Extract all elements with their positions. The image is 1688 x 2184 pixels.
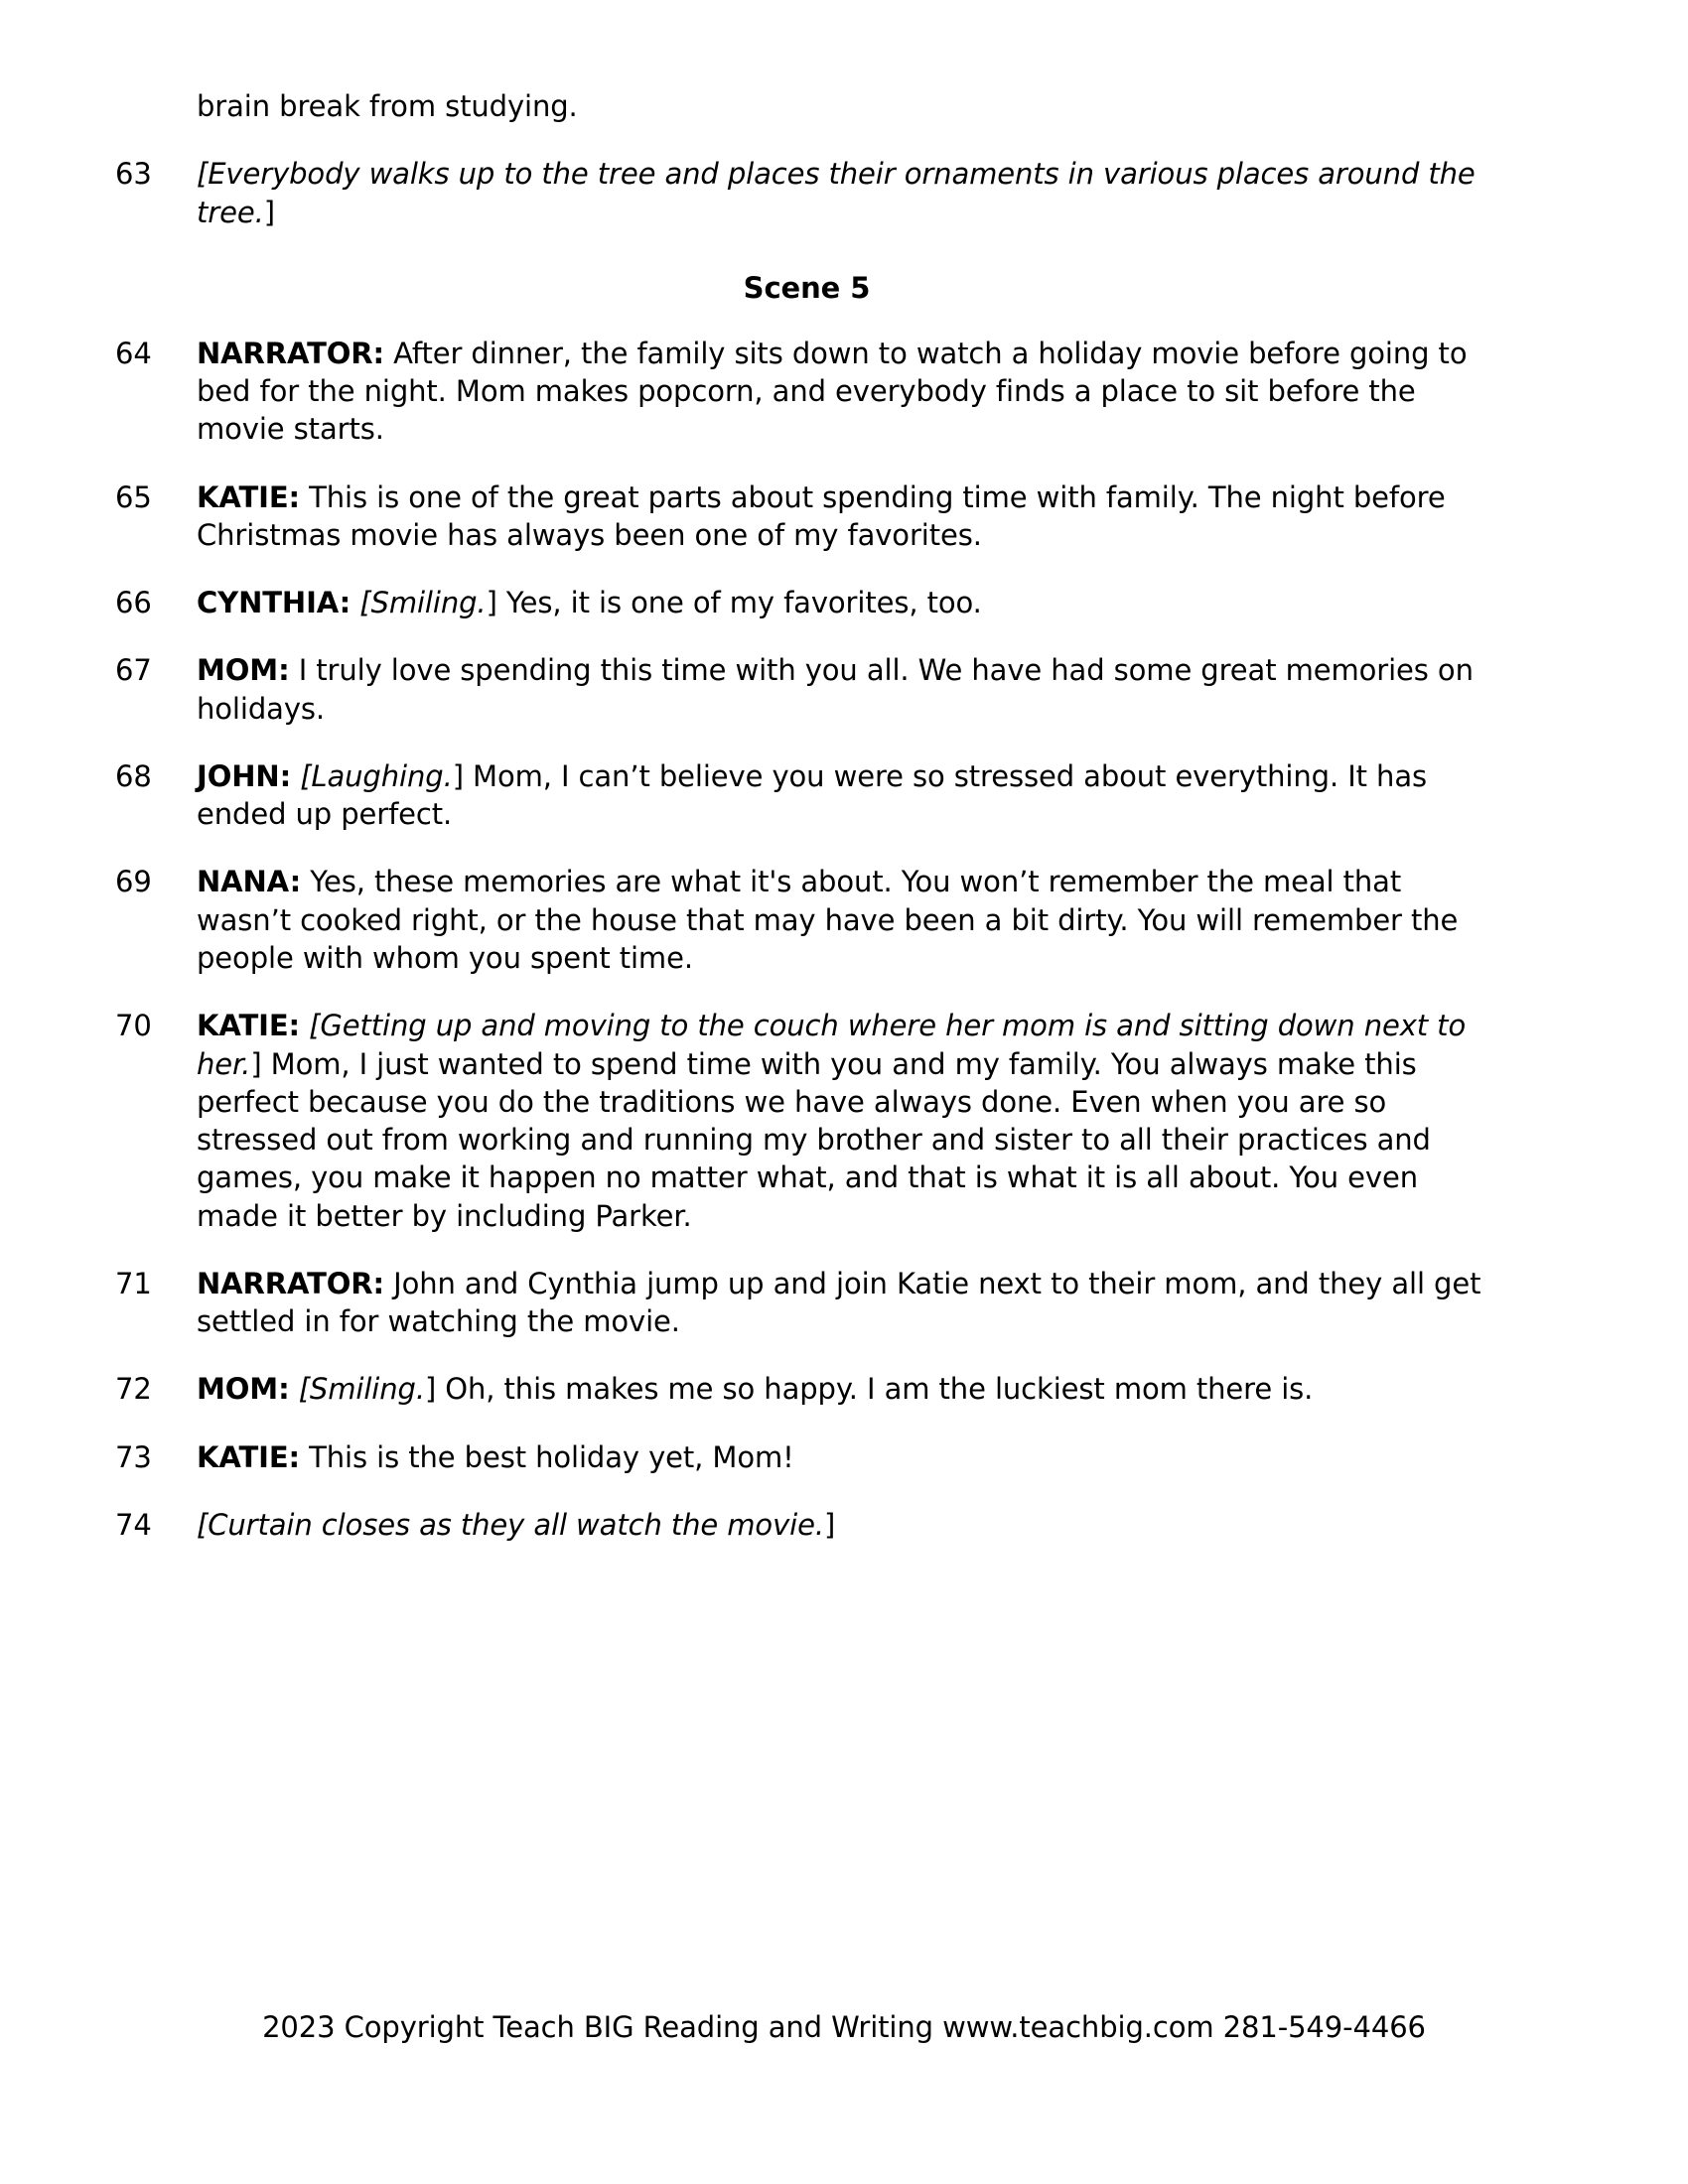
line-content [197,1007,1504,1235]
stage-direction: [Getting up and moving to the couch where her mom is and sitting down next to her. [197,1009,1467,1081]
script-line [109,584,1504,621]
dialogue-text: After dinner, the family sits down to watch a holiday movie before going to bed for the night. Mom makes popcorn, and everybody finds a place to sit before the movie starts. [197,336,1468,447]
line-content [197,863,1504,977]
dialogue-text: Oh, this makes me so happy. I am the luckiest mom there is. [436,1372,1314,1407]
line-number: 65 [115,479,152,514]
script-body [109,87,1504,1544]
scene-heading: Scene 5 [743,270,871,305]
script-line [109,1265,1504,1341]
line-number: 63 [115,157,152,192]
script-line [109,1370,1504,1408]
line-number: 74 [115,1507,152,1542]
dialogue-text: Mom, I just wanted to spend time with you and my family. You always make this perfect because you do the traditions we have always done. Even when you are so stressed out from working and running my brother and sister to all their practices and games, you make it happen no matter what, and that is what it is all about. You even made it better by including Parker. [197,1046,1431,1233]
script-line [109,155,1504,231]
line-content [197,1265,1504,1341]
line-content [197,584,1504,621]
stage-bracket-close: ] [486,586,497,620]
speaker-name: KATIE: [197,1439,301,1474]
dialogue-text: This is one of the great parts about spending time with family. The night before Christmas movie has always been one of my favorites. [197,479,1446,552]
line-content [197,757,1504,834]
stage-bracket-close: ] [452,758,464,793]
speaker-name: CYNTHIA: [197,586,352,620]
speaker-name: NARRATOR: [197,336,385,370]
line-number: 71 [115,1266,152,1300]
line-content [197,1506,1504,1544]
stage-bracket-close: ] [823,1507,836,1542]
line-content [197,155,1504,231]
line-number: 68 [115,758,152,793]
speaker-name: NARRATOR: [197,1266,385,1300]
line-number: 69 [115,865,152,899]
line-number: 70 [115,1009,152,1043]
line-content [197,1370,1504,1408]
speaker-name: MOM: [197,653,290,688]
line-number: 73 [115,1439,152,1474]
script-line [109,1007,1504,1235]
stage-bracket-close: ] [250,1046,262,1081]
line-number: 66 [115,586,152,620]
script-line [109,1506,1504,1544]
script-line [109,651,1504,728]
stage-direction: [Smiling. [351,586,487,620]
speaker-name: NANA: [197,865,302,899]
line-number: 72 [115,1372,152,1407]
dialogue-text: Yes, these memories are what it's about. You won’t remember the meal that wasn’t cooked right, or the house that may have been a bit dirty. You will remember the people with whom you spent time. [197,865,1459,975]
dialogue-text: Yes, it is one of my favorites, too. [496,586,982,620]
script-line [109,335,1504,449]
carryover-paragraph: brain break from studying. [197,89,578,123]
stage-direction: [Curtain closes as they all watch the movie. [197,1507,824,1542]
script-line [109,478,1504,555]
script-line [109,1438,1504,1476]
speaker-name: JOHN: [197,758,292,793]
speaker-name: KATIE: [197,479,301,514]
stage-bracket-close: ] [263,195,275,229]
dialogue-text: Mom, I can’t believe you were so stressed about everything. It has ended up perfect. [197,758,1428,832]
stage-direction: [Everybody walks up to the tree and places their ornaments in various places around the tree. [197,157,1476,229]
line-content [197,651,1504,728]
dialogue-text: I truly love spending this time with you all. We have had some great memories on holidays. [197,653,1474,726]
stage-direction: [Laughing. [291,758,453,793]
line-number: 67 [115,653,152,688]
line-number: 64 [115,336,152,370]
line-content [197,1438,1504,1476]
speaker-name: MOM: [197,1372,290,1407]
dialogue-text: John and Cynthia jump up and join Katie next to their mom, and they all get settled in for watching the movie. [197,1266,1481,1339]
script-line [109,863,1504,977]
dialogue-text: This is the best holiday yet, Mom! [300,1439,794,1474]
speaker-name: KATIE: [197,1009,301,1043]
line-content [197,335,1504,449]
script-line [109,757,1504,834]
stage-bracket-close: ] [424,1372,437,1407]
line-content [197,478,1504,555]
stage-direction: [Smiling. [289,1372,425,1407]
page-footer: 2023 Copyright Teach BIG Reading and Writing www.teachbig.com 281-549-4466 [262,2010,1426,2044]
